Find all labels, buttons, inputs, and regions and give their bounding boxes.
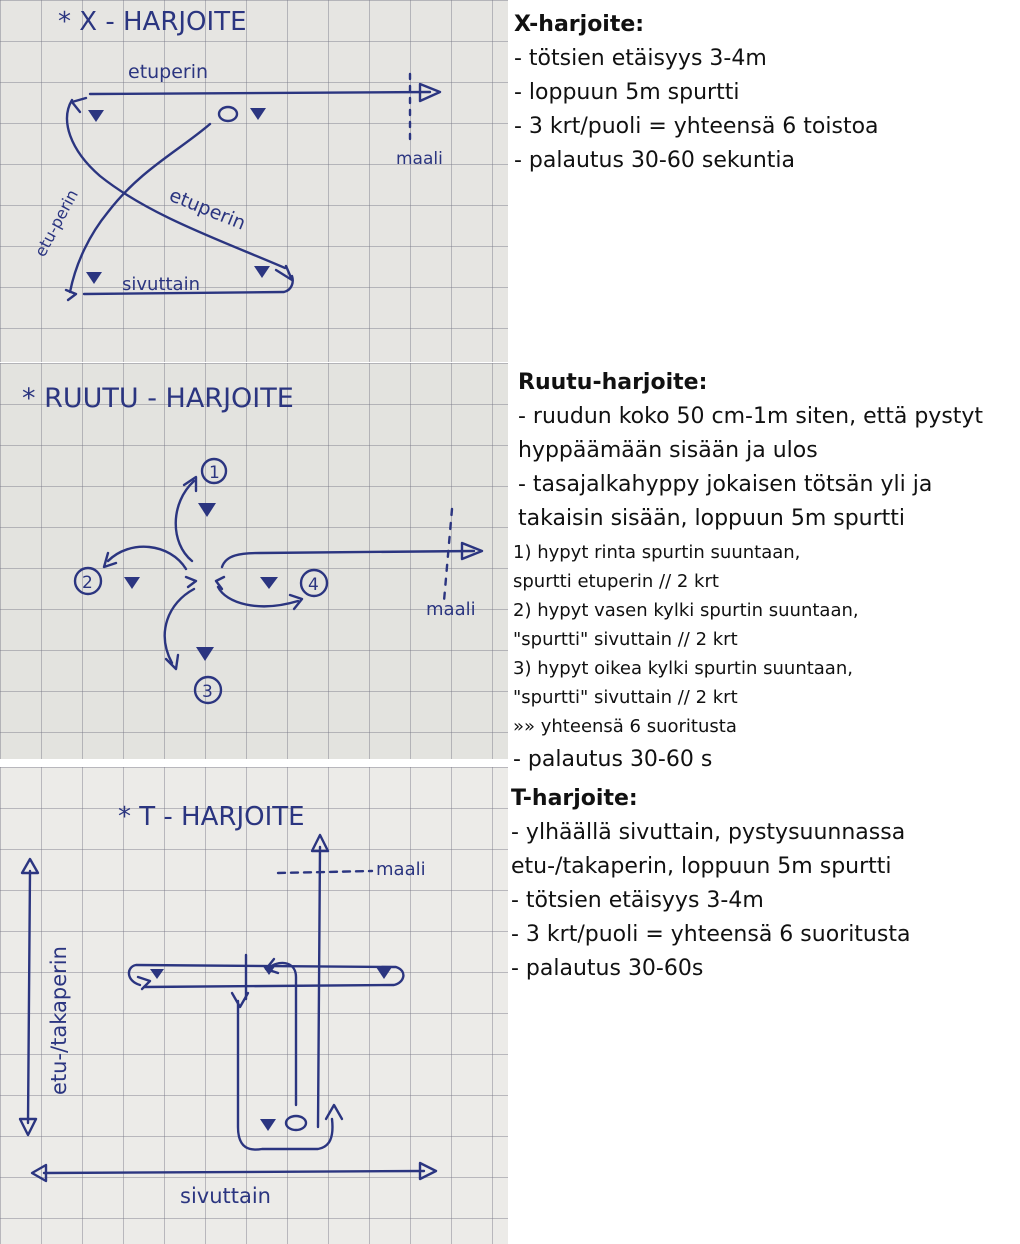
arrow-head-icon [186, 577, 196, 587]
cone-icon [260, 577, 278, 589]
start-symbol-icon [219, 107, 237, 121]
cone-icon [196, 647, 214, 661]
ruutu-sketch-title: * RUUTU - HARJOITE [22, 383, 294, 414]
t-label-goal: maali [376, 859, 426, 880]
arrow-head-icon [72, 98, 86, 112]
vertical-loop-inner [270, 963, 296, 1105]
goal-line [278, 871, 372, 873]
goal-line [444, 509, 452, 601]
curve-to-3 [165, 589, 194, 663]
x-label-goal: maali [396, 149, 443, 169]
curve-to-1 [176, 481, 194, 561]
top-arrow-line [90, 92, 430, 94]
ruutu-last-line: - palautus 30-60 s [513, 747, 713, 772]
cone-icon [86, 272, 102, 284]
ruutu-line: - tasajalkahyppy jokaisen tötsän yli ja [518, 472, 933, 497]
ruutu-small-line: 3) hypyt oikea kylki spurtin suuntaan, [513, 658, 853, 679]
start-symbol-icon [286, 1116, 306, 1130]
ruutu-small-line: 1) hypyt rinta spurtin suuntaan, [513, 542, 801, 563]
x-drill-sketch [0, 0, 508, 362]
t-line: - palautus 30-60s [511, 956, 704, 981]
curve-to-4 [218, 587, 298, 606]
ruutu-small-line: "spurtti" sivuttain // 2 krt [513, 629, 738, 650]
t-notes [511, 782, 1011, 986]
x-line: - tötsien etäisyys 3-4m [514, 46, 767, 71]
t-drill-sketch [0, 767, 508, 1244]
x-label-top: etuperin [128, 61, 209, 83]
x-heading: X-harjoite: [514, 12, 645, 37]
ruutu-small-line: »» yhteensä 6 suoritusta [513, 716, 737, 737]
ruutu-notes [518, 366, 1018, 536]
x-line: - loppuun 5m spurtti [514, 80, 740, 105]
ruutu-line: hyppäämään sisään ja ulos [518, 438, 818, 463]
ruutu-heading: Ruutu-harjoite: [518, 370, 708, 395]
t-sketch-title: * T - HARJOITE [118, 802, 305, 832]
ruutu-small-line: spurtti etuperin // 2 krt [513, 571, 719, 592]
number-3: 3 [202, 682, 213, 702]
ruutu-small-notes [513, 538, 1013, 777]
ruutu-drill-sketch [0, 363, 508, 759]
x-label-left: etu-perin [30, 186, 82, 260]
ruutu-line: takaisin sisään, loppuun 5m spurtti [518, 506, 906, 531]
t-line: etu-/takaperin, loppuun 5m spurtti [511, 854, 892, 879]
t-label-vertical: etu-/takaperin [47, 946, 71, 1095]
ruutu-small-line: 2) hypyt vasen kylki spurtin suuntaan, [513, 600, 859, 621]
t-label-bottom: sivuttain [180, 1184, 271, 1208]
x-line: - 3 krt/puoli = yhteensä 6 toistoa [514, 114, 879, 139]
t-line: - 3 krt/puoli = yhteensä 6 suoritusta [511, 922, 911, 947]
number-2: 2 [82, 573, 93, 593]
cone-icon [124, 577, 140, 589]
cone-icon [150, 969, 164, 979]
number-4: 4 [308, 575, 319, 595]
cone-icon [254, 266, 270, 278]
cone-icon [260, 1119, 276, 1131]
ruutu-small-line: "spurtti" sivuttain // 2 krt [513, 687, 738, 708]
x-notes [514, 8, 1014, 178]
number-1: 1 [209, 463, 220, 483]
x-sketch-title: * X - HARJOITE [58, 7, 247, 37]
t-heading: T-harjoite: [511, 786, 638, 811]
ruutu-label-goal: maali [426, 599, 476, 620]
arrow-head-icon [326, 1105, 342, 1119]
sprint-arrow-line [318, 847, 320, 1127]
t-line: - tötsien etäisyys 3-4m [511, 888, 764, 913]
cone-icon [88, 110, 104, 122]
cone-icon [198, 503, 216, 517]
x-line: - palautus 30-60 sekuntia [514, 148, 796, 173]
x-label-bottom: sivuttain [122, 274, 200, 295]
cone-icon [250, 108, 266, 120]
curve-to-2 [108, 547, 186, 569]
cone-icon [376, 967, 392, 979]
t-line: - ylhäällä sivuttain, pystysuunnassa [511, 820, 906, 845]
x-label-diag: etuperin [166, 184, 249, 235]
vertical-axis-line [28, 871, 30, 1123]
arrow-head-icon [66, 290, 76, 300]
horizontal-axis-line [44, 1171, 424, 1173]
ruutu-line: - ruudun koko 50 cm-1m siten, että pystyt [518, 404, 984, 429]
sprint-arrow-line [222, 551, 474, 567]
